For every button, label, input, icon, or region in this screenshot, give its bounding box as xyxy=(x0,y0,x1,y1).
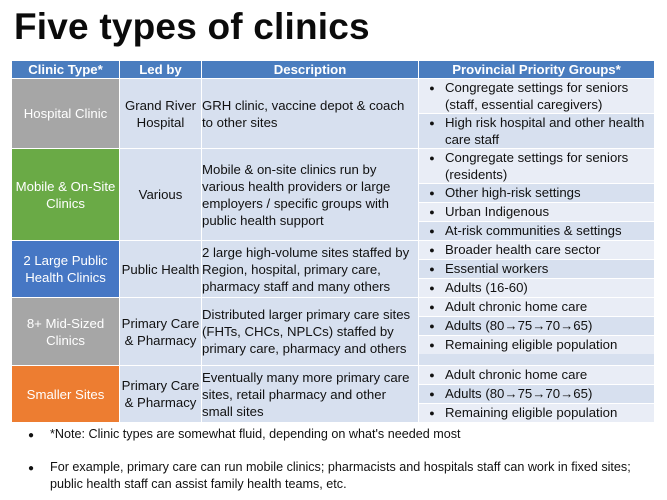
bullet-icon: ● xyxy=(28,463,35,474)
list-item xyxy=(28,459,643,493)
list-item xyxy=(419,404,654,422)
footnotes xyxy=(28,426,643,493)
bullet-icon: ● xyxy=(429,408,435,418)
bullet-icon: ● xyxy=(429,370,435,380)
description-cell: GRH clinic, vaccine depot & coach to other sites xyxy=(202,79,419,149)
list-item xyxy=(419,241,654,260)
list-item xyxy=(419,184,654,203)
priority-group-text: Essential workers xyxy=(445,261,549,276)
priority-group-text: Adults (80→75→70→65) xyxy=(445,318,593,333)
footnote-text: For example, primary care can run mobile clinics; pharmacists and hospitals staff can work in fixed sites; public health staff can assist family health teams, etc. xyxy=(50,460,631,491)
list-item xyxy=(28,426,643,444)
header-description: Description xyxy=(202,61,419,79)
led-by-cell: Primary Care & Pharmacy xyxy=(120,366,202,423)
list-item xyxy=(419,279,654,297)
bullet-icon: ● xyxy=(429,283,435,293)
bullet-icon: ● xyxy=(429,153,435,163)
table-header-row xyxy=(12,61,655,79)
list-item xyxy=(419,79,654,114)
table-row xyxy=(12,366,655,423)
priority-group-text: Adult chronic home care xyxy=(445,367,588,382)
clinic-types-table xyxy=(11,60,655,423)
list-item xyxy=(419,149,654,184)
priority-group-text: Remaining eligible population xyxy=(445,337,618,352)
priority-groups-cell xyxy=(419,79,655,149)
table-row xyxy=(12,298,655,366)
list-item xyxy=(419,298,654,317)
priority-group-text: At-risk communities & settings xyxy=(445,223,622,238)
led-by-cell: Public Health xyxy=(120,241,202,298)
description-cell: Mobile & on-site clinics run by various health providers or large employers / specific groups with public health support xyxy=(202,149,419,241)
priority-group-text: Broader health care sector xyxy=(445,242,601,257)
list-item xyxy=(419,114,654,148)
description-cell: 2 large high-volume sites staffed by Region, hospital, primary care, pharmacy staff and many others xyxy=(202,241,419,298)
priority-groups-cell xyxy=(419,149,655,241)
priority-group-text: Adults (16-60) xyxy=(445,280,528,295)
list-item xyxy=(419,260,654,279)
bullet-icon: ● xyxy=(429,264,435,274)
priority-group-text: Other high-risk settings xyxy=(445,185,581,200)
bullet-icon: ● xyxy=(429,188,435,198)
led-by-cell: Grand River Hospital xyxy=(120,79,202,149)
header-led-by: Led by xyxy=(120,61,202,79)
clinic-type-cell: Hospital Clinic xyxy=(12,79,120,149)
priority-group-text: Congregate settings for seniors (staff, essential caregivers) xyxy=(445,80,629,112)
list-item xyxy=(419,317,654,336)
description-cell: Distributed larger primary care sites (FHTs, CHCs, NPLCs) staffed by primary care, pharmacy and others xyxy=(202,298,419,366)
list-item xyxy=(419,222,654,240)
clinic-type-cell: 8+ Mid-Sized Clinics xyxy=(12,298,120,366)
list-item xyxy=(419,366,654,385)
bullet-icon: ● xyxy=(429,83,435,93)
bullet-icon: ● xyxy=(429,321,435,331)
priority-groups-cell xyxy=(419,366,655,423)
footnote-text: *Note: Clinic types are somewhat fluid, depending on what's needed most xyxy=(50,427,461,441)
page-title: Five types of clinics xyxy=(14,6,370,47)
list-item xyxy=(419,385,654,404)
bullet-icon: ● xyxy=(429,389,435,399)
priority-group-text: Congregate settings for seniors (residents) xyxy=(445,150,629,182)
led-by-cell: Primary Care & Pharmacy xyxy=(120,298,202,366)
bullet-icon: ● xyxy=(429,302,435,312)
bullet-icon: ● xyxy=(429,340,435,350)
bullet-icon: ● xyxy=(429,226,435,236)
bullet-icon: ● xyxy=(429,118,435,128)
priority-group-text: Adult chronic home care xyxy=(445,299,588,314)
bullet-icon: ● xyxy=(429,207,435,217)
clinic-type-cell: 2 Large Public Health Clinics xyxy=(12,241,120,298)
header-clinic-type: Clinic Type* xyxy=(12,61,120,79)
priority-group-text: Adults (80→75→70→65) xyxy=(445,386,593,401)
priority-group-text: Urban Indigenous xyxy=(445,204,550,219)
header-priority-groups: Provincial Priority Groups* xyxy=(419,61,655,79)
table-row xyxy=(12,241,655,298)
bullet-icon: ● xyxy=(28,430,35,441)
list-item xyxy=(419,203,654,222)
bullet-icon: ● xyxy=(429,245,435,255)
priority-group-text: Remaining eligible population xyxy=(445,405,618,420)
list-item xyxy=(419,336,654,354)
priority-groups-cell xyxy=(419,241,655,298)
clinic-type-cell: Smaller Sites xyxy=(12,366,120,423)
priority-group-text: High risk hospital and other health care staff xyxy=(445,115,645,147)
description-cell: Eventually many more primary care sites, retail pharmacy and other small sites xyxy=(202,366,419,423)
clinic-type-cell: Mobile & On-Site Clinics xyxy=(12,149,120,241)
led-by-cell: Various xyxy=(120,149,202,241)
priority-groups-cell xyxy=(419,298,655,366)
table-row xyxy=(12,79,655,149)
table-row xyxy=(12,149,655,241)
